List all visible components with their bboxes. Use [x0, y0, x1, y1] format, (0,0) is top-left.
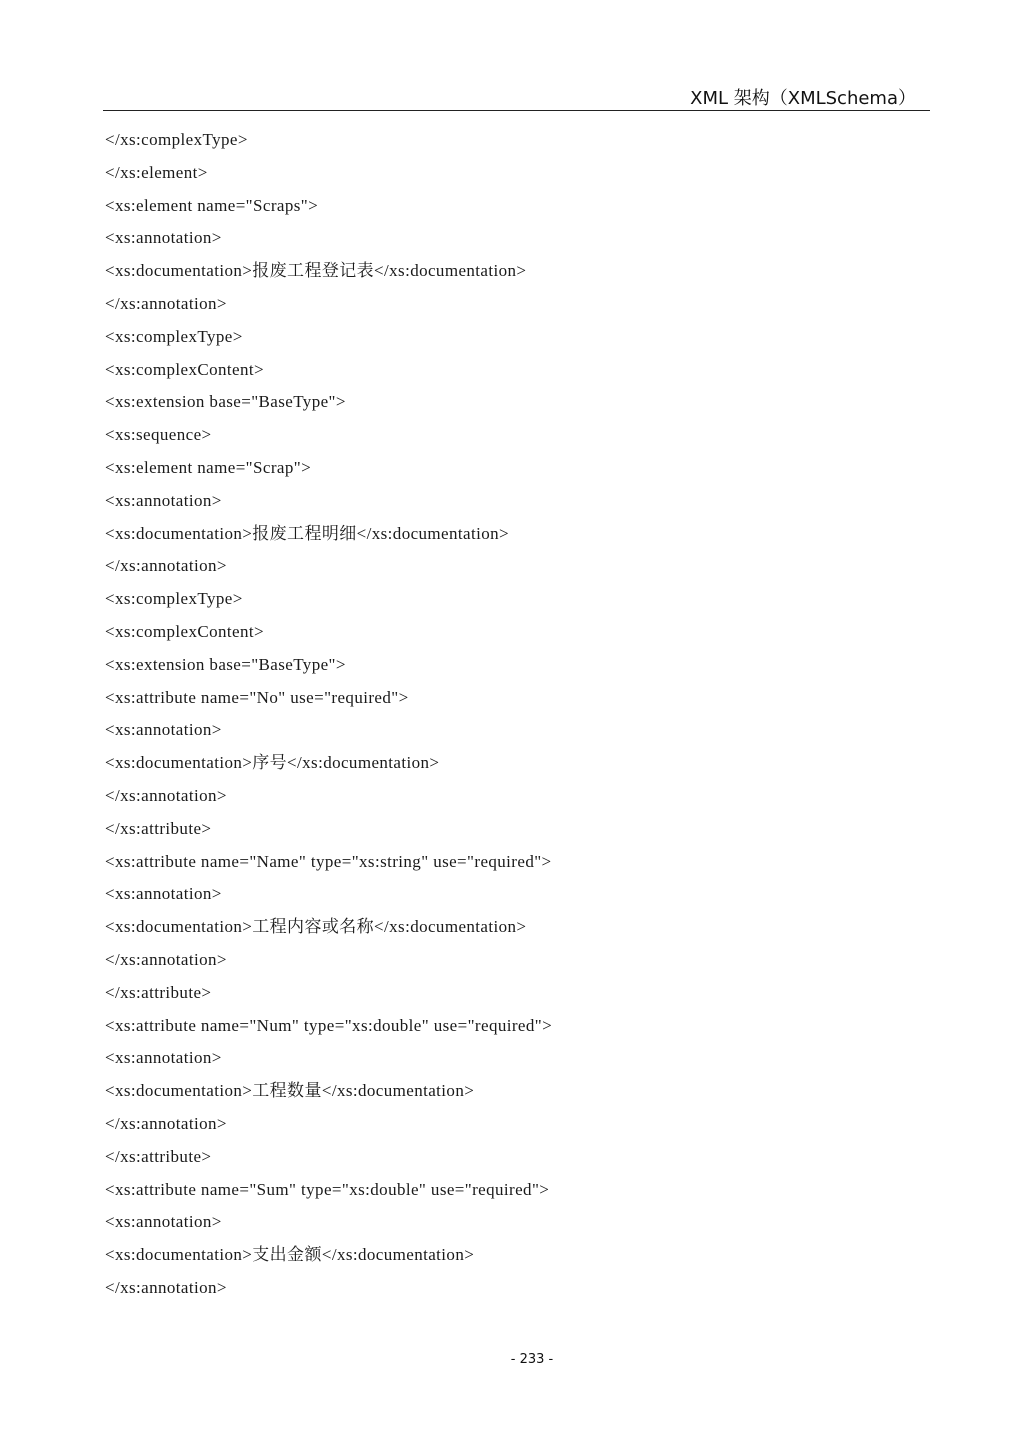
code-line: </xs:annotation> — [105, 1277, 227, 1297]
code-line: </xs:attribute> — [105, 982, 212, 1002]
code-line: <xs:attribute name="Name" type="xs:string" use="required"> — [105, 851, 552, 871]
code-line: <xs:extension base="BaseType"> — [105, 654, 346, 674]
code-line: <xs:annotation> — [105, 490, 222, 510]
code-line: <xs:annotation> — [105, 884, 222, 904]
code-line: <xs:annotation> — [105, 228, 222, 248]
code-line: <xs:annotation> — [105, 1212, 222, 1232]
code-listing — [105, 124, 552, 1305]
code-line: <xs:extension base="BaseType"> — [105, 392, 346, 412]
code-line: <xs:documentation>工程内容或名称</xs:documentation> — [105, 917, 527, 937]
code-line: <xs:attribute name="Num" type="xs:double" use="required"> — [105, 1015, 553, 1035]
code-line: </xs:complexType> — [105, 130, 248, 149]
code-line: </xs:annotation> — [105, 785, 227, 805]
code-line: <xs:annotation> — [105, 720, 222, 740]
code-line: <xs:attribute name="No" use="required"> — [105, 687, 409, 707]
code-line: <xs:attribute name="Sum" type="xs:double" use="required"> — [105, 1179, 550, 1199]
code-line: </xs:annotation> — [105, 293, 227, 313]
code-line: <xs:documentation>报废工程登记表</xs:documentation> — [105, 261, 527, 281]
code-line: </xs:annotation> — [105, 949, 227, 969]
code-line: <xs:documentation>支出金额</xs:documentation> — [105, 1245, 475, 1265]
code-line: <xs:complexType> — [105, 589, 243, 609]
code-line: <xs:documentation>工程数量</xs:documentation> — [105, 1081, 475, 1101]
code-line: </xs:element> — [105, 162, 208, 182]
code-line: <xs:annotation> — [105, 1048, 222, 1068]
code-line: <xs:element name="Scraps"> — [105, 195, 319, 215]
page-header-title: XML 架构（XMLSchema） — [690, 88, 916, 109]
code-line: </xs:attribute> — [105, 818, 212, 838]
code-line: <xs:complexType> — [105, 326, 243, 346]
page-number: - 233 - — [510, 1352, 554, 1367]
code-line: </xs:annotation> — [105, 1113, 227, 1133]
code-line: <xs:element name="Scrap"> — [105, 457, 312, 477]
code-line: <xs:complexContent> — [105, 621, 264, 641]
code-line: </xs:annotation> — [105, 556, 227, 576]
code-line: <xs:documentation>序号</xs:documentation> — [105, 753, 440, 773]
code-line: <xs:complexContent> — [105, 359, 264, 379]
code-line: <xs:sequence> — [105, 425, 212, 445]
code-line: <xs:documentation>报废工程明细</xs:documentation> — [105, 523, 510, 543]
header-divider — [103, 110, 930, 111]
code-line: </xs:attribute> — [105, 1146, 212, 1166]
